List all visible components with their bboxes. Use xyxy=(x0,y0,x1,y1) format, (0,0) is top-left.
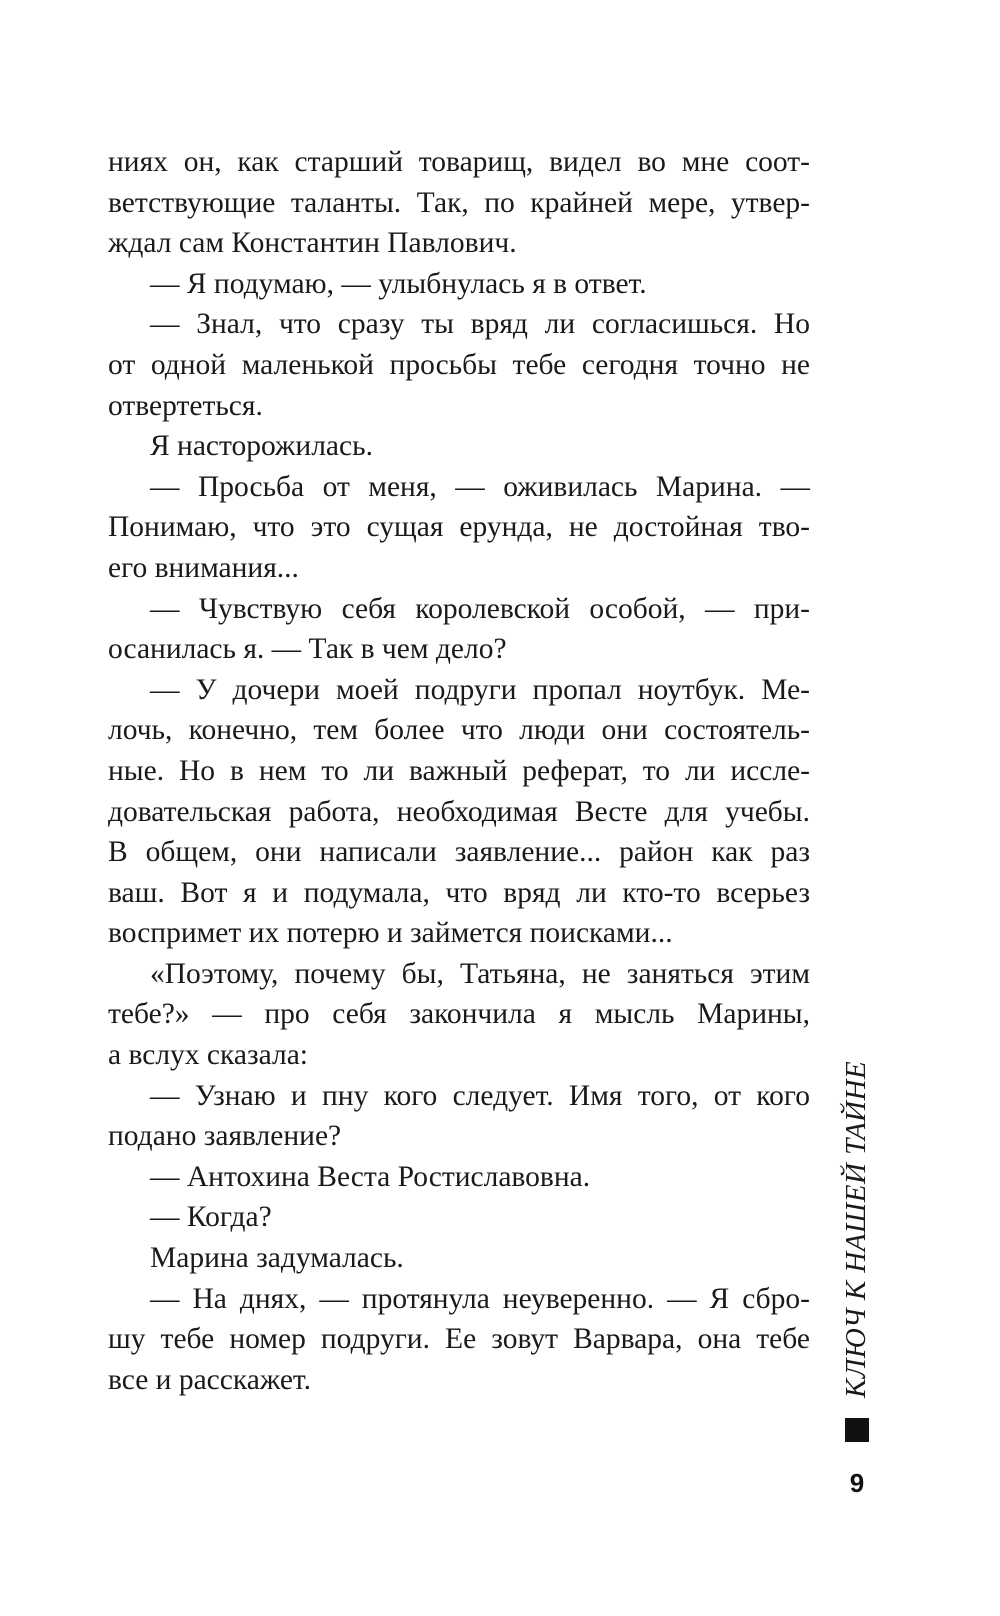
text-line: Понимаю, что это сущая ерунда, не достойная тво- xyxy=(108,511,810,544)
page-number: 9 xyxy=(849,1468,865,1498)
text-line: ждал сам Константин Павлович. xyxy=(108,227,517,260)
text-line: ветствующие таланты. Так, по крайней мере, утвер- xyxy=(108,186,810,219)
running-head-title: КЛЮЧ К НАШЕЙ ТАЙНЕ xyxy=(840,1060,872,1398)
text-line: В общем, они написали заявление... район как раз xyxy=(108,836,810,869)
body-text xyxy=(108,142,810,1400)
text-line: отвертеться. xyxy=(108,389,263,422)
text-line: «Поэтому, почему бы, Татьяна, не заняться этим xyxy=(150,957,810,990)
text-line: осанилась я. — Так в чем дело? xyxy=(108,633,507,666)
text-line: — Я подумаю, — улыбнулась я в ответ. xyxy=(150,267,647,300)
text-line: — На днях, — протянула неуверенно. — Я сбро- xyxy=(150,1282,810,1315)
text-line: шу тебе номер подруги. Ее зовут Варвара, она тебе xyxy=(108,1323,810,1356)
text-line: — Чувствую себя королевской особой, — при- xyxy=(150,592,810,625)
square-marker xyxy=(845,1418,869,1442)
text-line: Я насторожилась. xyxy=(150,430,373,463)
text-line: — Антохина Веста Ростиславовна. xyxy=(150,1160,591,1193)
text-line: — Узнаю и пну кого следует. Имя того, от кого xyxy=(150,1079,810,1112)
text-line: а вслух сказала: xyxy=(108,1039,309,1072)
text-line: — Когда? xyxy=(150,1201,272,1234)
text-line: ниях он, как старший товарищ, видел во мне соот- xyxy=(108,146,810,178)
text-line: — Просьба от меня, — оживилась Марина. — xyxy=(150,470,810,503)
text-line: воспримет их потерю и займется поисками... xyxy=(108,917,673,950)
text-line: ные. Но в нем то ли важный реферат, то ли иссле- xyxy=(108,754,810,787)
text-line: все и расскажет. xyxy=(108,1363,311,1396)
text-line: — У дочери моей подруги пропал ноутбук. Ме- xyxy=(150,673,810,706)
text-line: подано заявление? xyxy=(108,1120,342,1153)
text-line: довательская работа, необходимая Весте для учебы. xyxy=(108,795,810,828)
text-line: его внимания... xyxy=(108,551,299,584)
text-line: ваш. Вот я и подумала, что вряд ли кто-то всерьез xyxy=(108,876,810,909)
text-line: от одной маленькой просьбы тебе сегодня точно не xyxy=(108,348,810,381)
text-line: Марина задумалась. xyxy=(150,1242,404,1275)
text-line: — Знал, что сразу ты вряд ли согласишься. Но xyxy=(150,308,810,341)
text-line: тебе?» — про себя закончила я мысль Марины, xyxy=(108,998,810,1031)
text-line: лочь, конечно, тем более что люди они состоятель- xyxy=(108,714,810,747)
running-head xyxy=(828,1060,884,1460)
